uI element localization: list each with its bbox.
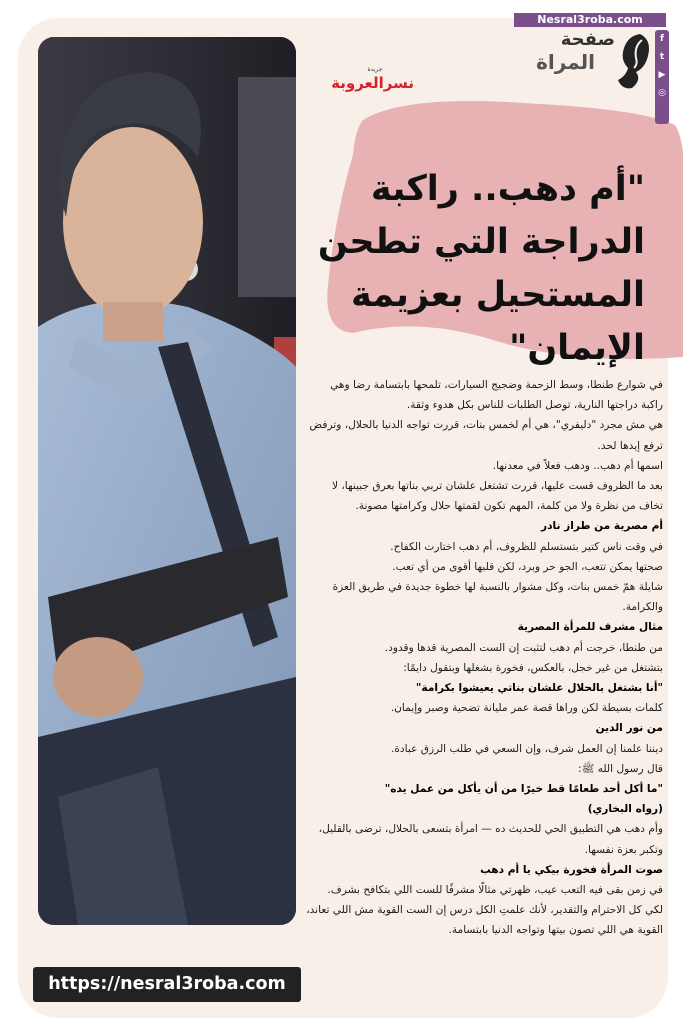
body-heading: "أنا بشتغل بالحلال علشان بناتي يعيشوا بكرامة" xyxy=(415,682,663,695)
body-paragraph: صحتها يمكن تتعب، الجو حر وبرد، لكن قلبها أقوى من أي تعب. xyxy=(392,560,663,573)
body-paragraph: في شوارع طنطا، وسط الزحمة وضجيج السيارات، تلمحها بابتسامة رضا وهي راكبة دراجتها النارية، توصل الطلبات للناس بكل هدوء وثقة. xyxy=(330,379,663,412)
body-heading: من نور الدين xyxy=(595,722,663,735)
body-paragraph: بعد ما الظروف قست عليها، قررت تشتغل علشان تربي بناتها بعرق جبينها، لا تخاف من نظرة ولا من كلمة، المهم تكون لقمتها حلال وكرامتها مصونة. xyxy=(331,480,663,513)
social-icons-bar xyxy=(655,30,669,124)
article-title: "أم دهب.. راكبة الدراجة التي تطحن المستحيل بعزيمة الإيمان" xyxy=(317,169,645,368)
body-paragraph: قال رسول الله ﷺ: xyxy=(578,762,663,775)
body-heading: صوت المرأة فخورة بيكي يا أم دهب xyxy=(480,863,663,876)
woman-silhouette-icon xyxy=(612,30,654,92)
site-banner[interactable]: Nesral3roba.com xyxy=(514,13,666,27)
body-paragraph: في وقت ناس كتير بتستسلم للظروف، أم دهب اختارت الكفاح. xyxy=(390,540,663,553)
body-paragraph: ديننا علمنا إن العمل شرف، وإن السعي في طلب الرزق عبادة. xyxy=(391,742,663,755)
body-paragraph: بتشتغل من غير خجل، بالعكس، فخورة بشغلها وبتقول دايمًا: xyxy=(403,661,663,674)
website-url[interactable]: https://nesral3roba.com xyxy=(33,967,301,1002)
body-heading: (رواه البخاري) xyxy=(587,803,663,816)
body-paragraph: شايلة همّ خمس بنات، وكل مشوار بالنسبة لها خطوة جديدة في طريق العزة والكرامة. xyxy=(332,581,663,614)
article-photo xyxy=(38,37,296,925)
body-paragraph: هي مش مجرد "دليفري"، هي أم لخمس بنات، قررت تواجه الدنيا بالحلال، وترفض ترفع إيدها لحد. xyxy=(309,419,663,452)
article-body xyxy=(305,375,663,941)
body-heading: أم مصرية من طراز نادر xyxy=(540,520,663,533)
instagram-icon[interactable]: ◎ xyxy=(658,88,666,98)
body-heading: مثال مشرف للمرأة المصرية xyxy=(517,621,663,634)
section-logo xyxy=(515,30,615,72)
section-logo-line1: صفحة xyxy=(560,29,615,50)
youtube-icon[interactable]: ▶ xyxy=(658,70,666,80)
body-paragraph: من طنطا، خرجت أم دهب لتثبت إن الست المصرية قدها وقدود. xyxy=(384,641,663,654)
twitter-icon[interactable]: t xyxy=(659,52,665,62)
newspaper-logo-prefix: جريدة xyxy=(367,66,383,73)
body-paragraph: في زمن بقى فيه التعب عيب، ظهرتي مثالًا مشرفًا للست اللي بتكافح بشرف. xyxy=(327,884,663,897)
body-paragraph: كلمات بسيطة لكن وراها قصة عمر مليانة تضحية وصبر وإيمان. xyxy=(390,702,663,715)
facebook-icon[interactable]: f xyxy=(660,34,664,44)
body-heading: "ما أكل أحد طعامًا قط خيرًا من أن يأكل من عمل يده" xyxy=(384,783,663,796)
body-paragraph: لكي كل الاحترام والتقدير، لأنك علمتِ الكل درس إن الست القوية مش اللي تعاند، القوية هي اللي تصون بيتها وتواجه الدنيا بابتسامة. xyxy=(306,904,663,937)
body-paragraph: اسمها أم دهب.. ودهب فعلاً في معدنها. xyxy=(492,459,663,472)
newspaper-logo xyxy=(331,66,414,94)
section-logo-line2: المراة xyxy=(536,50,595,74)
body-paragraph: وأم دهب هي التطبيق الحي للحديث ده — امرأة بتسعى بالحلال، ترضى بالقليل، وتكبر بعزة نفسها. xyxy=(318,823,663,856)
newspaper-logo-name: نسرالعروبة xyxy=(331,74,414,92)
